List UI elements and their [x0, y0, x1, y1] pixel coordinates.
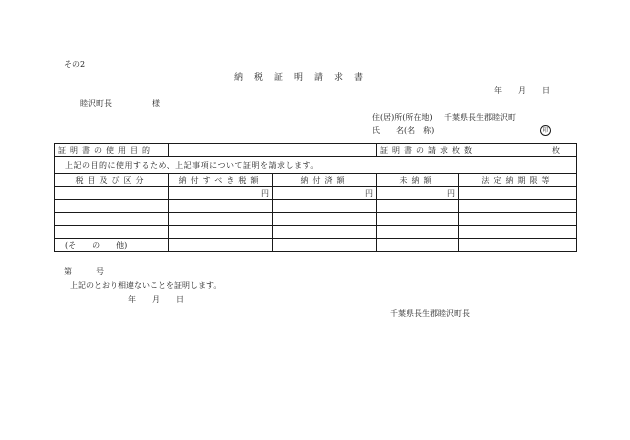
column-header: 未納額: [377, 174, 459, 187]
other-label: (そ の 他): [55, 239, 169, 252]
column-header: 納付すべき税額: [169, 174, 273, 187]
table-cell[interactable]: [55, 200, 169, 213]
certification-statement: 上記のとおり相違ないことを証明します。: [70, 281, 222, 290]
table-cell[interactable]: [55, 213, 169, 226]
table-cell[interactable]: [169, 226, 273, 239]
certificate-number: 第 号: [64, 267, 104, 276]
column-header-row: [55, 174, 577, 187]
other-row: [55, 239, 577, 252]
table-cell[interactable]: [459, 226, 577, 239]
table-cell[interactable]: [55, 226, 169, 239]
certification-date: 年 月 日: [128, 295, 184, 304]
table-row: [55, 213, 577, 226]
table-row: [55, 200, 577, 213]
table-row: [55, 226, 577, 239]
table-cell[interactable]: [377, 200, 459, 213]
purpose-row: [55, 144, 577, 157]
table-cell[interactable]: [273, 226, 377, 239]
table-cell[interactable]: [377, 213, 459, 226]
tax-certificate-table: [54, 143, 577, 252]
purpose-input[interactable]: [169, 144, 377, 157]
table-cell[interactable]: [459, 200, 577, 213]
purpose-label: 証明書の使用目的: [55, 144, 169, 157]
table-cell[interactable]: [377, 239, 459, 252]
request-date: 年 月 日: [494, 86, 550, 95]
count-unit[interactable]: 枚: [459, 144, 577, 157]
column-header: 税目及び区分: [55, 174, 169, 187]
table-cell[interactable]: [169, 200, 273, 213]
address-label: 住(居)所(所在地): [372, 113, 433, 122]
table-cell[interactable]: [55, 187, 169, 200]
addressee: 睦沢町長: [80, 99, 112, 108]
name-label: 氏 名(名 称): [372, 126, 435, 135]
request-row: [55, 157, 577, 174]
column-header: 納付済額: [273, 174, 377, 187]
table-cell[interactable]: [169, 213, 273, 226]
document-title: 納税証明請求書: [234, 73, 375, 83]
address-value: 千葉県長生郡睦沢町: [444, 113, 516, 122]
request-statement: 上記の目的に使用するため、上記事項について証明を請求します。: [55, 157, 577, 174]
yen-unit[interactable]: 円: [169, 187, 273, 200]
addressee-suffix: 様: [152, 99, 160, 108]
table-cell[interactable]: [459, 239, 577, 252]
table-cell[interactable]: [459, 187, 577, 200]
table-row: [55, 187, 577, 200]
issuer: 千葉県長生郡睦沢町長: [390, 309, 470, 318]
yen-unit[interactable]: 円: [377, 187, 459, 200]
table-cell[interactable]: [169, 239, 273, 252]
yen-unit[interactable]: 円: [273, 187, 377, 200]
table-cell[interactable]: [273, 213, 377, 226]
count-label: 証明書の請求枚数: [377, 144, 459, 157]
seal-icon: 印: [540, 125, 551, 136]
column-header: 法定納期限等: [459, 174, 577, 187]
form-number: その2: [64, 60, 86, 69]
table-cell[interactable]: [273, 200, 377, 213]
table-cell[interactable]: [377, 226, 459, 239]
table-cell[interactable]: [459, 213, 577, 226]
table-cell[interactable]: [273, 239, 377, 252]
